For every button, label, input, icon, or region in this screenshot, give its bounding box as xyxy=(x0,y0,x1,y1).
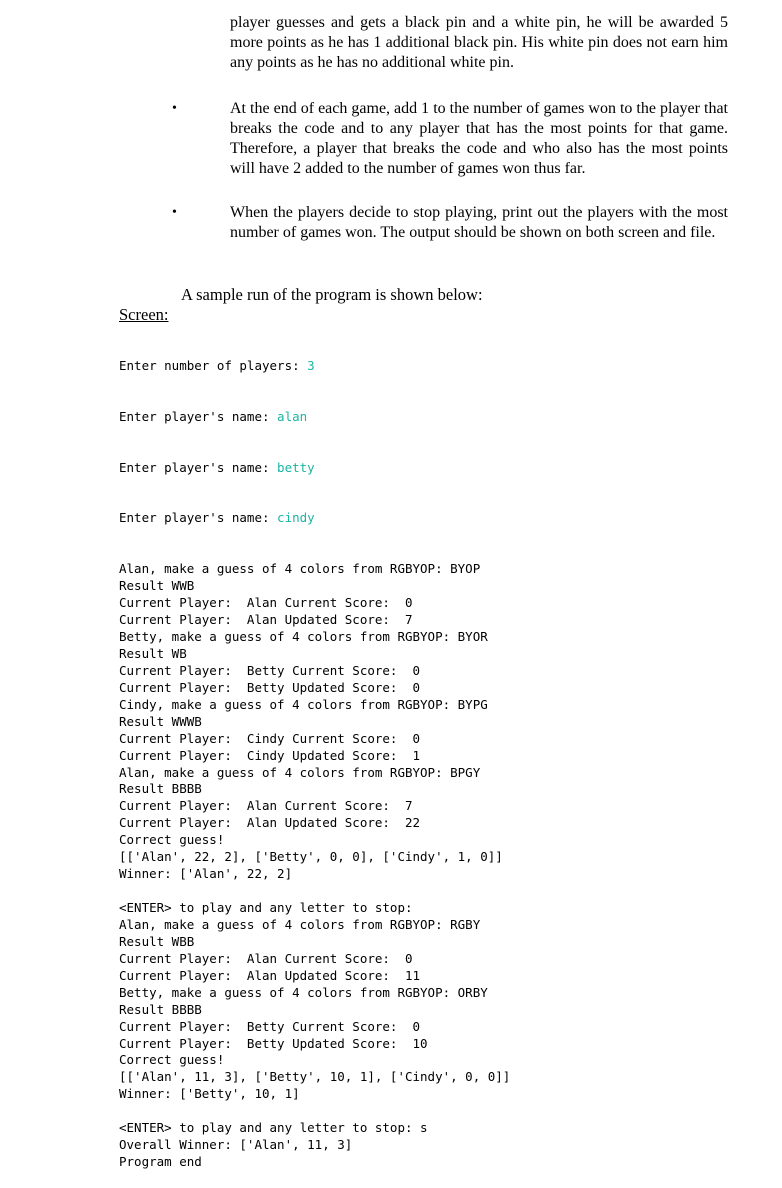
console-line: Winner: ['Alan', 22, 2] xyxy=(119,866,293,882)
console-line: Result WBB xyxy=(119,933,195,949)
console-line: Current Player: Cindy Updated Score: 1 xyxy=(119,747,421,763)
console-line: Current Player: Betty Updated Score: 0 xyxy=(119,679,421,695)
console-prompt: Enter number of players: xyxy=(119,357,308,373)
console-line: Betty, make a guess of 4 colors from RGBYOP: BYOR xyxy=(119,629,488,645)
console-prompt: Enter player's name: xyxy=(119,459,278,475)
console-line: Alan, make a guess of 4 colors from RGBYOP: BPGY xyxy=(119,764,481,780)
console-input-value: cindy xyxy=(277,510,315,526)
sample-run-intro: A sample run of the program is shown below: xyxy=(181,285,483,304)
console-line: Current Player: Alan Updated Score: 7 xyxy=(119,612,413,628)
console-line: Current Player: Betty Current Score: 0 xyxy=(119,662,421,678)
console-line: Overall Winner: ['Alan', 11, 3] xyxy=(119,1137,353,1153)
console-line: Result BBBB xyxy=(119,781,202,797)
bullet-icon: • xyxy=(172,205,177,220)
console-output xyxy=(119,324,510,1188)
console-line: Alan, make a guess of 4 colors from RGBYOP: BYOP xyxy=(119,561,481,577)
console-line: Current Player: Betty Updated Score: 10 xyxy=(119,1035,428,1051)
console-line: <ENTER> to play and any letter to stop: s xyxy=(119,1120,428,1136)
console-line: Correct guess! xyxy=(119,1052,225,1068)
console-line xyxy=(119,883,510,900)
console-line: Result WB xyxy=(119,645,187,661)
console-line: Winner: ['Betty', 10, 1] xyxy=(119,1086,300,1102)
console-line-player-name xyxy=(119,510,510,527)
console-line-player-name xyxy=(119,409,510,426)
console-line: Betty, make a guess of 4 colors from RGBYOP: ORBY xyxy=(119,984,488,1000)
bullet-icon: • xyxy=(172,101,177,116)
console-line: Current Player: Alan Current Score: 0 xyxy=(119,950,413,966)
console-log xyxy=(119,561,510,1171)
console-line: Current Player: Betty Current Score: 0 xyxy=(119,1018,421,1034)
console-line: [['Alan', 11, 3], ['Betty', 10, 1], ['Cindy', 0, 0]] xyxy=(119,1069,511,1085)
console-line: Correct guess! xyxy=(119,832,225,848)
console-line: Result BBBB xyxy=(119,1001,202,1017)
console-line-player-name xyxy=(119,460,510,477)
console-prompt: Enter player's name: xyxy=(119,510,278,526)
console-line: Result WWB xyxy=(119,578,195,594)
console-line: Alan, make a guess of 4 colors from RGBYOP: RGBY xyxy=(119,916,481,932)
console-line xyxy=(119,1103,510,1120)
console-line: Program end xyxy=(119,1154,202,1170)
console-line: Result WWWB xyxy=(119,713,202,729)
console-line-num-players xyxy=(119,358,510,375)
paragraph-scoring-continuation: player guesses and gets a black pin and a white pin, he will be awarded 5 more points as he has 1 additional black pin. His white pin does not earn him any points as he has no additional white pin. xyxy=(230,14,728,71)
console-input-value: alan xyxy=(277,408,308,424)
console-line: Current Player: Alan Updated Score: 11 xyxy=(119,967,421,983)
console-line: [['Alan', 22, 2], ['Betty', 0, 0], ['Cindy', 1, 0]] xyxy=(119,849,503,865)
console-line: Cindy, make a guess of 4 colors from RGBYOP: BYPG xyxy=(119,696,488,712)
console-input-value: 3 xyxy=(307,357,315,373)
console-line: <ENTER> to play and any letter to stop: xyxy=(119,900,413,916)
console-line: Current Player: Alan Updated Score: 22 xyxy=(119,815,421,831)
console-line: Current Player: Alan Current Score: 0 xyxy=(119,595,413,611)
paragraph-stop-playing-rule: When the players decide to stop playing, print out the players with the most number of games won. The output should be shown on both screen and file. xyxy=(230,204,728,241)
console-prompt: Enter player's name: xyxy=(119,408,278,424)
screen-label: Screen: xyxy=(119,305,169,324)
console-line: Current Player: Cindy Current Score: 0 xyxy=(119,730,421,746)
console-line: Current Player: Alan Current Score: 7 xyxy=(119,798,413,814)
paragraph-games-won-rule: At the end of each game, add 1 to the number of games won to the player that breaks the code and to any player that has the most points for that game. Therefore, a player that breaks the code and who also has the most points will have 2 added to the number of games won thus far. xyxy=(230,100,728,177)
console-input-value: betty xyxy=(277,459,315,475)
